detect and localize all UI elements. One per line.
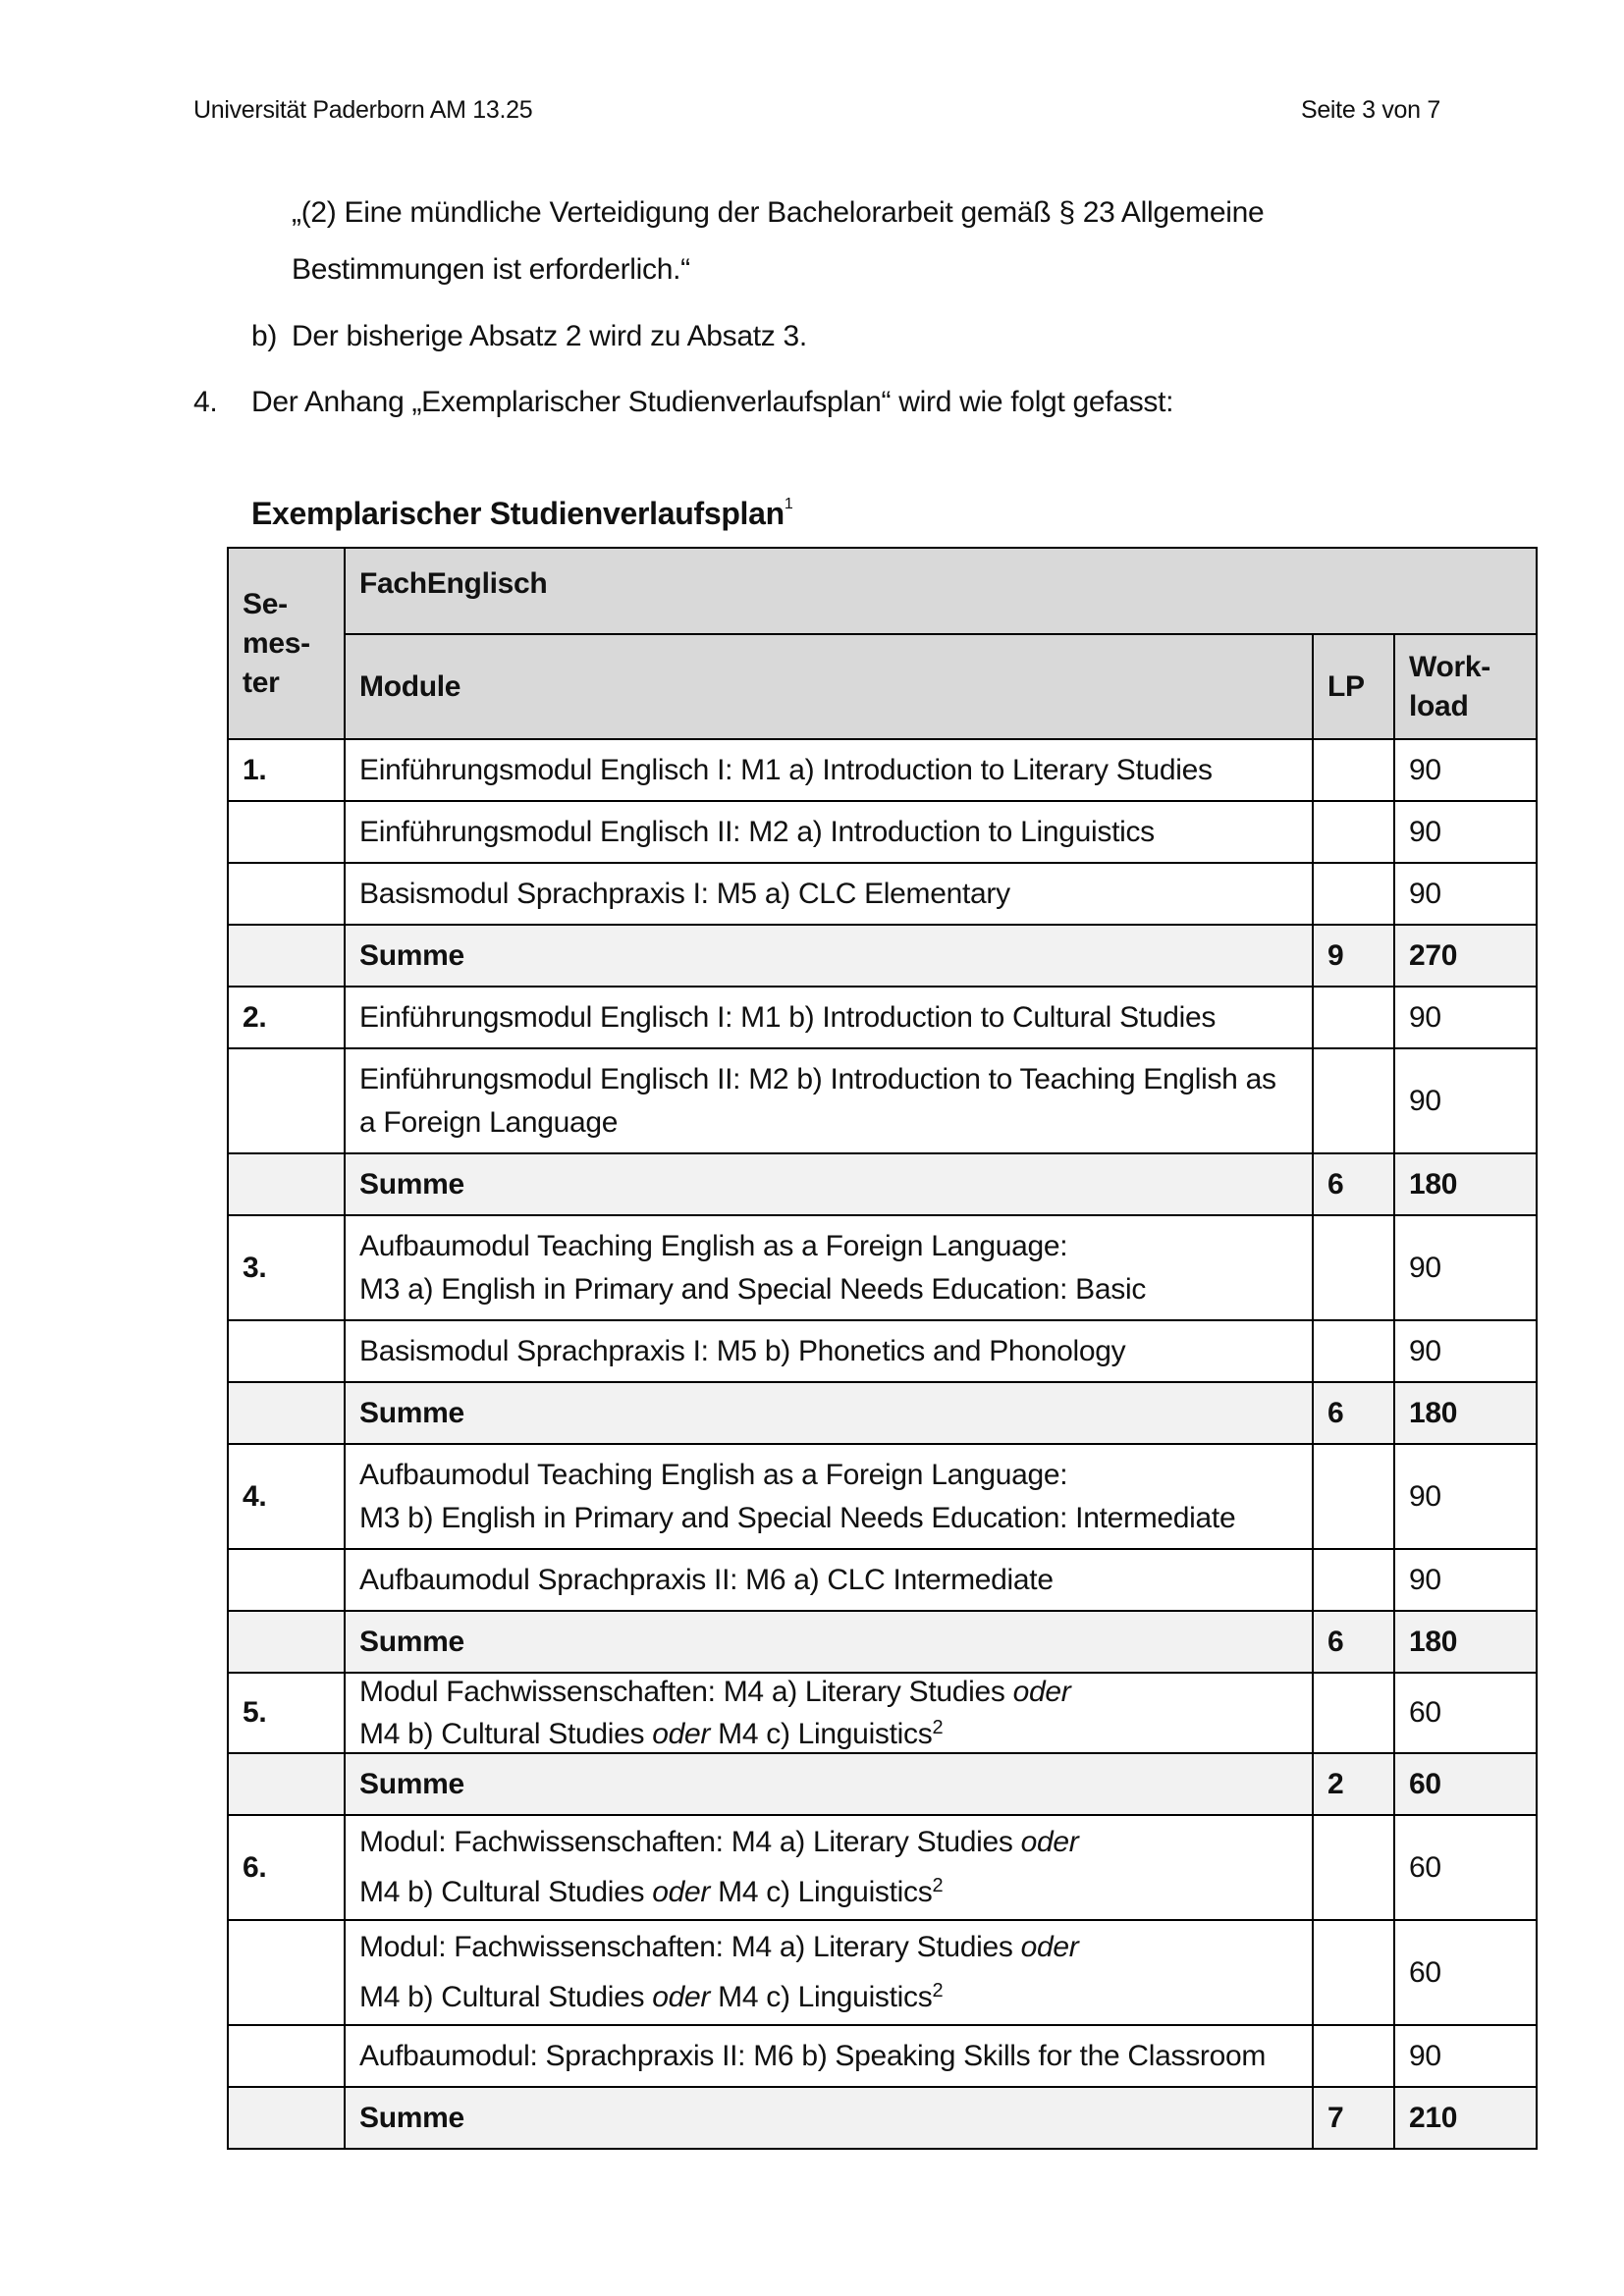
lp-cell (1313, 1320, 1394, 1382)
module-text: Modul: Fachwissenschaften: M4 a) Literary Studies (359, 1931, 1021, 1963)
lp-cell: 6 (1313, 1611, 1394, 1673)
header-right: Seite 3 von 7 (1300, 96, 1440, 124)
module-line: Aufbaumodul Teaching English as a Foreign Language: (359, 1458, 1068, 1491)
module-cell (345, 1673, 1313, 1753)
workload-cell: 90 (1394, 1215, 1537, 1320)
module-cell: Einführungsmodul Englisch II: M2 b) Introduction to Teaching English as a Foreign Language (345, 1048, 1313, 1153)
semester-cell (228, 1320, 345, 1382)
module-text: Modul: Fachwissenschaften: M4 a) Literary Studies (359, 1826, 1021, 1858)
lp-cell: 7 (1313, 2087, 1394, 2149)
semester-cell: 1. (228, 739, 345, 801)
table-row (228, 739, 1537, 801)
workload-cell: 90 (1394, 1048, 1537, 1153)
lp-cell (1313, 2025, 1394, 2087)
workload-cell: 210 (1394, 2087, 1537, 2149)
table-title-text: Exemplarischer Studienverlaufsplan (251, 496, 785, 531)
module-text: M4 b) Cultural Studies (359, 1876, 653, 1908)
semester-cell (228, 1611, 345, 1673)
semester-header: Se- mes- ter (228, 548, 345, 739)
module-cell: Einführungsmodul Englisch I: M1 a) Introduction to Literary Studies (345, 739, 1313, 801)
module-line: M3 a) English in Primary and Special Needs Education: Basic (359, 1272, 1147, 1306)
semester-cell (228, 1549, 345, 1611)
semester-cell (228, 1153, 345, 1215)
col-workload-header: Work- load (1394, 634, 1537, 739)
lp-cell: 6 (1313, 1153, 1394, 1215)
semester-cell: 6. (228, 1815, 345, 1920)
workload-cell: 180 (1394, 1153, 1537, 1215)
oder-text: oder (652, 1876, 711, 1908)
module-cell: Aufbaumodul Sprachpraxis II: M6 a) CLC Intermediate (345, 1549, 1313, 1611)
workload-cell: 180 (1394, 1611, 1537, 1673)
module-text: M4 c) Linguistics (710, 1718, 933, 1750)
workload-cell: 90 (1394, 1549, 1537, 1611)
sum-row (228, 1753, 1537, 1815)
workload-cell: 60 (1394, 1673, 1537, 1753)
module-text: M4 c) Linguistics (710, 1876, 933, 1908)
module-cell: Summe (345, 925, 1313, 987)
quote-paragraph: „(2) Eine mündliche Verteidigung der Bachelorarbeit gemäß § 23 Allgemeine Bestimmungen ist erforderlich.“ (292, 196, 1265, 286)
module-cell: Basismodul Sprachpraxis I: M5 a) CLC Elementary (345, 863, 1313, 925)
module-cell: Summe (345, 1153, 1313, 1215)
semester-cell: 3. (228, 1215, 345, 1320)
table-row (228, 1673, 1537, 1753)
workload-cell: 90 (1394, 1444, 1537, 1549)
col-lp-header: LP (1313, 634, 1394, 739)
semester-cell (228, 1048, 345, 1153)
header-row-columns (228, 634, 1537, 739)
module-cell (345, 1444, 1313, 1549)
module-line: Aufbaumodul Teaching English as a Foreign Language: (359, 1229, 1068, 1262)
item-b-label: b) (251, 320, 278, 352)
workload-cell: 90 (1394, 739, 1537, 801)
sum-row (228, 1153, 1537, 1215)
workload-cell: 90 (1394, 801, 1537, 863)
lp-cell (1313, 1920, 1394, 2025)
table-row (228, 987, 1537, 1048)
semester-cell: 2. (228, 987, 345, 1048)
workload-cell: 270 (1394, 925, 1537, 987)
study-plan-table (227, 547, 1538, 2150)
sum-row (228, 1611, 1537, 1673)
workload-cell: 60 (1394, 1815, 1537, 1920)
semester-cell (228, 1920, 345, 2025)
table-row (228, 1048, 1537, 1153)
table-title (251, 496, 793, 532)
workload-cell: 180 (1394, 1382, 1537, 1444)
col-module-header: Module (345, 634, 1313, 739)
item-4-number: 4. (193, 386, 218, 418)
module-cell (345, 1215, 1313, 1320)
sum-row (228, 2087, 1537, 2149)
module-cell: Summe (345, 1753, 1313, 1815)
module-cell: Summe (345, 1382, 1313, 1444)
lp-cell (1313, 1444, 1394, 1549)
oder-text: oder (1020, 1826, 1079, 1858)
table-row (228, 1815, 1537, 1920)
semester-cell (228, 1382, 345, 1444)
module-cell (345, 1815, 1313, 1920)
footnote-mark: 2 (932, 1717, 944, 1738)
footnote-mark: 2 (932, 1980, 944, 2002)
workload-cell: 90 (1394, 987, 1537, 1048)
lp-cell (1313, 1048, 1394, 1153)
module-cell: Einführungsmodul Englisch II: M2 a) Introduction to Linguistics (345, 801, 1313, 863)
semester-cell (228, 801, 345, 863)
workload-cell: 60 (1394, 1753, 1537, 1815)
item-b-text: Der bisherige Absatz 2 wird zu Absatz 3. (292, 320, 807, 352)
lp-cell: 9 (1313, 925, 1394, 987)
lp-cell: 2 (1313, 1753, 1394, 1815)
subject-header: FachEnglisch (345, 548, 1537, 634)
semester-cell (228, 863, 345, 925)
lp-cell (1313, 1215, 1394, 1320)
workload-cell: 90 (1394, 2025, 1537, 2087)
module-line: M3 b) English in Primary and Special Needs Education: Intermediate (359, 1501, 1236, 1534)
lp-cell (1313, 987, 1394, 1048)
workload-cell: 90 (1394, 1320, 1537, 1382)
module-cell: Summe (345, 1611, 1313, 1673)
module-text: M4 b) Cultural Studies (359, 1981, 653, 2013)
table-row (228, 2025, 1537, 2087)
lp-cell (1313, 1815, 1394, 1920)
oder-text: oder (652, 1718, 711, 1750)
sum-row (228, 1382, 1537, 1444)
module-text: Modul Fachwissenschaften: M4 a) Literary Studies (359, 1676, 1013, 1708)
module-text: M4 b) Cultural Studies (359, 1718, 653, 1750)
table-row (228, 863, 1537, 925)
module-cell (345, 1920, 1313, 2025)
workload-cell: 60 (1394, 1920, 1537, 2025)
semester-cell (228, 925, 345, 987)
header-row-top (228, 548, 1537, 634)
sum-row (228, 925, 1537, 987)
table-row (228, 1320, 1537, 1382)
module-cell: Summe (345, 2087, 1313, 2149)
semester-cell (228, 2025, 345, 2087)
module-cell: Basismodul Sprachpraxis I: M5 b) Phonetics and Phonology (345, 1320, 1313, 1382)
semester-cell: 4. (228, 1444, 345, 1549)
oder-text: oder (1012, 1676, 1071, 1708)
semester-cell (228, 1753, 345, 1815)
table-row (228, 801, 1537, 863)
lp-cell (1313, 1673, 1394, 1753)
oder-text: oder (1020, 1931, 1079, 1963)
table-row (228, 1549, 1537, 1611)
module-text: M4 c) Linguistics (710, 1981, 933, 2013)
lp-cell (1313, 1549, 1394, 1611)
lp-cell (1313, 801, 1394, 863)
table-row (228, 1444, 1537, 1549)
table-row (228, 1215, 1537, 1320)
semester-cell (228, 2087, 345, 2149)
semester-cell: 5. (228, 1673, 345, 1753)
lp-cell: 6 (1313, 1382, 1394, 1444)
lp-cell (1313, 863, 1394, 925)
table-row (228, 1920, 1537, 2025)
item-4-text: Der Anhang „Exemplarischer Studienverlaufsplan“ wird wie folgt gefasst: (251, 386, 1174, 418)
oder-text: oder (652, 1981, 711, 2013)
workload-cell: 90 (1394, 863, 1537, 925)
footnote-mark: 2 (932, 1875, 944, 1896)
header-left: Universität Paderborn AM 13.25 (193, 96, 533, 124)
lp-cell (1313, 739, 1394, 801)
module-cell: Aufbaumodul: Sprachpraxis II: M6 b) Speaking Skills for the Classroom (345, 2025, 1313, 2087)
module-cell: Einführungsmodul Englisch I: M1 b) Introduction to Cultural Studies (345, 987, 1313, 1048)
table-title-footnote: 1 (784, 496, 793, 512)
